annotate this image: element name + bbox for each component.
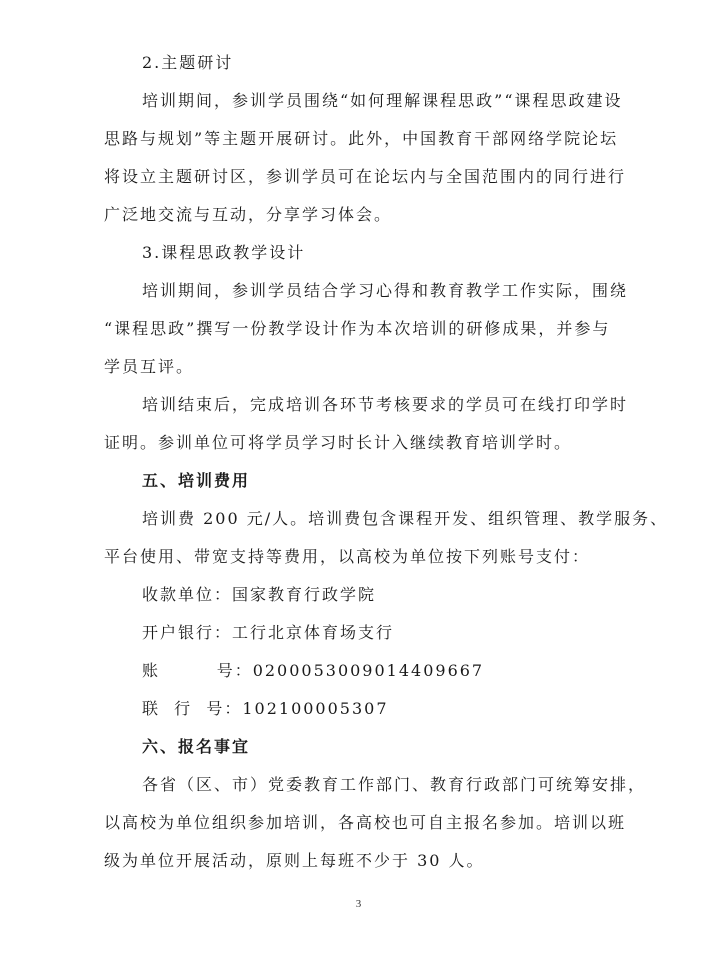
paragraph-line: 学员互评。 — [104, 357, 195, 376]
paragraph-line: 证明。参训单位可将学员学习时长计入继续教育培训学时。 — [104, 433, 573, 452]
paragraph-line: 培训结束后，完成培训各环节考核要求的学员可在线打印学时 — [142, 395, 629, 414]
paragraph-line: 平台使用、带宽支持等费用，以高校为单位按下列账号支付： — [104, 547, 591, 566]
subheading-teaching-design: 3.课程思政教学设计 — [142, 243, 306, 262]
paragraph-line: 将设立主题研讨区，参训学员可在论坛内与全国范围内的同行进行 — [104, 167, 627, 186]
page-number: 3 — [355, 898, 362, 910]
paragraph-line: 级为单位开展活动，原则上每班不少于 30 人。 — [104, 851, 485, 870]
account-number-line: 账 号：0200053009014409667 — [142, 661, 485, 680]
section-heading-registration: 六、报名事宜 — [142, 737, 251, 756]
paragraph-line: “课程思政”撰写一份教学设计作为本次培训的研修成果，并参与 — [104, 319, 611, 338]
paragraph-line: 培训费 200 元/人。培训费包含课程开发、组织管理、教学服务、 — [142, 509, 669, 528]
paragraph-line: 培训期间，参训学员结合学习心得和教育教学工作实际，围绕 — [142, 281, 629, 300]
paragraph-line: 广泛地交流与互动，分享学习体会。 — [104, 205, 393, 224]
subheading-topic-discussion: 2.主题研讨 — [142, 53, 234, 72]
bank-line: 开户银行：工行北京体育场支行 — [142, 623, 395, 642]
paragraph-line: 思路与规划”等主题开展研讨。此外，中国教育干部网络学院论坛 — [104, 129, 619, 148]
bank-code-line: 联 行 号：102100005307 — [142, 699, 389, 718]
paragraph-line: 各省（区、市）党委教育工作部门、教育行政部门可统筹安排， — [142, 775, 647, 794]
section-heading-fees: 五、培训费用 — [142, 471, 251, 490]
paragraph-line: 以高校为单位组织参加培训，各高校也可自主报名参加。培训以班 — [104, 813, 627, 832]
payee-line: 收款单位：国家教育行政学院 — [142, 585, 377, 604]
paragraph-line: 培训期间，参训学员围绕“如何理解课程思政”“课程思政建设 — [142, 91, 623, 110]
